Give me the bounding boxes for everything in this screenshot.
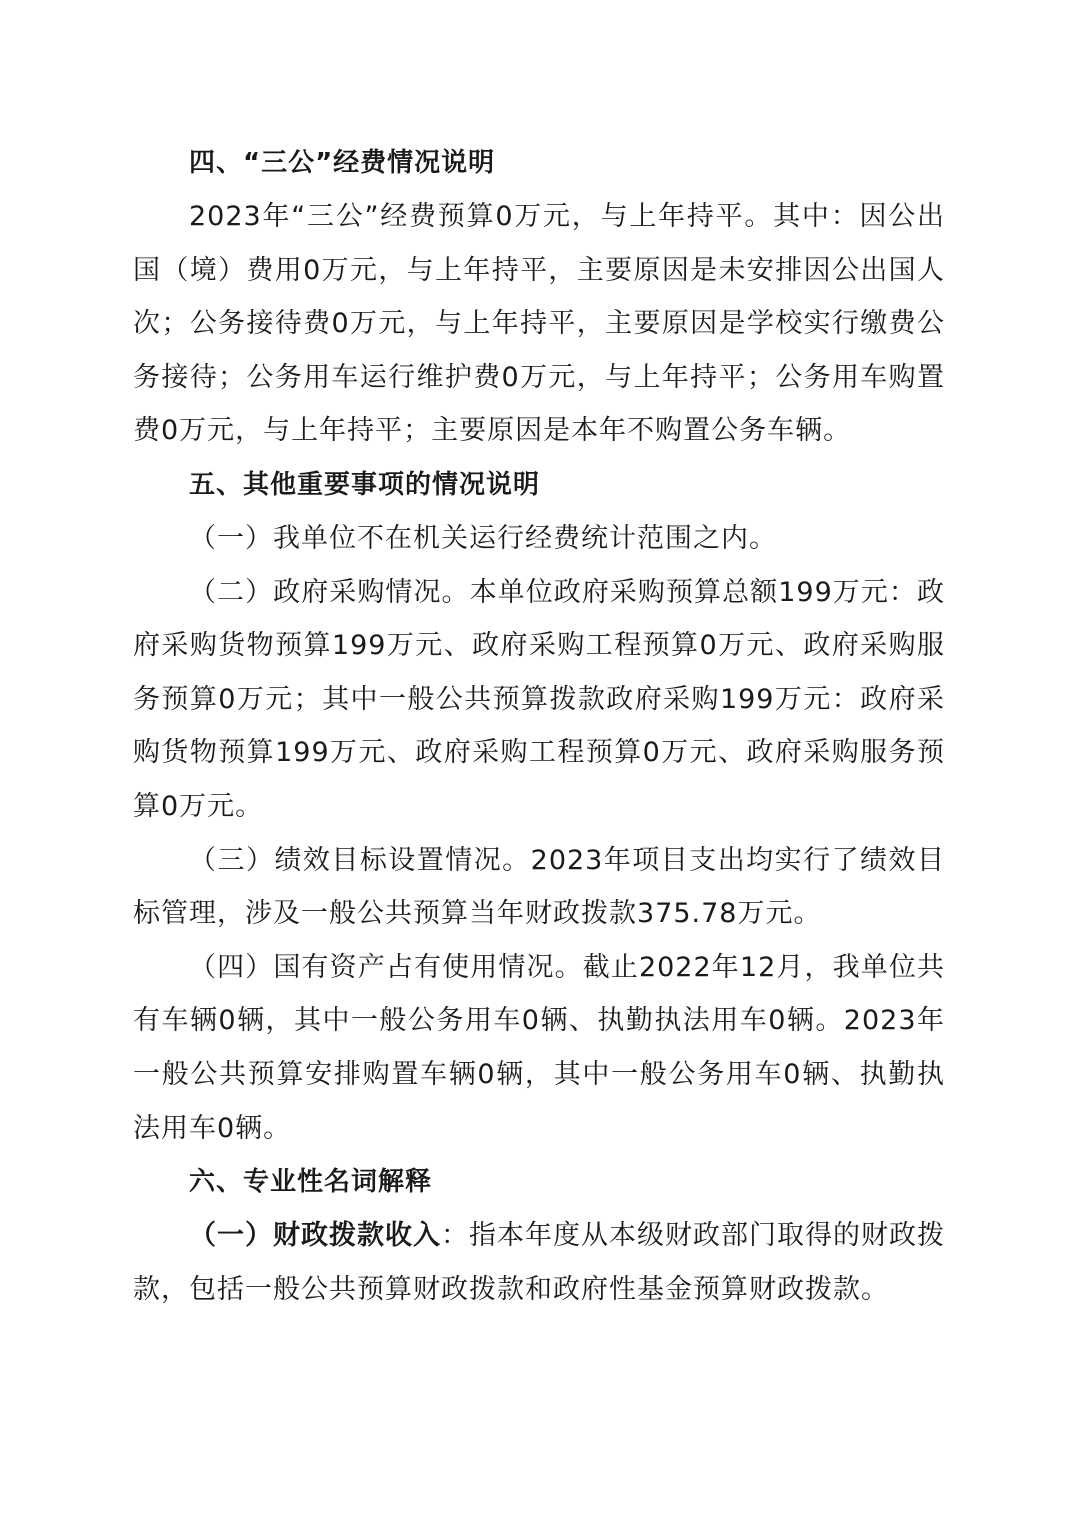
section-6-paragraph-1 (133, 1209, 945, 1316)
section-5-paragraph-1: （一）我单位不在机关运行经费统计范围之内。 (189, 522, 777, 554)
section-5-heading: 五、其他重要事项的情况说明 (189, 469, 541, 500)
page-content (133, 136, 945, 1316)
section-5-paragraph-3: （三）绩效目标设置情况。2023年项目支出均实行了绩效目标管理，涉及一般公共预算当年财政拨款375.78万元。 (133, 844, 945, 930)
section-5-paragraph-4: （四）国有资产占有使用情况。截止2022年12月，我单位共有车辆0辆，其中一般公务用车0辆、执勤执法用车0辆。2023年一般公共预算安排购置车辆0辆，其中一般公务用车0辆、执勤执法用车0辆。 (133, 951, 945, 1144)
term-fiscal-appropriation-income: （一）财政拨款收入 (189, 1220, 441, 1252)
section-4-paragraph-1: 2023年“三公”经费预算0万元，与上年持平。其中：因公出国（境）费用0万元，与上年持平，主要原因是未安排因公出国人次；公务接待费0万元，与上年持平，主要原因是学校实行缴费公务接待；公务用车运行维护费0万元，与上年持平；公务用车购置费0万元，与上年持平；主要原因是本年不购置公务车辆。 (133, 201, 945, 447)
term-definition-text: ：指本年度从本级财政部门取得的财政拨款，包括一般公共预算财政拨款和政府性基金预算财政拨款。 (133, 1220, 945, 1305)
section-5-paragraph-2: （二）政府采购情况。本单位政府采购预算总额199万元：政府采购货物预算199万元、政府采购工程预算0万元、政府采购服务预算0万元；其中一般公共预算拨款政府采购199万元：政府采购货物预算199万元、政府采购工程预算0万元、政府采购服务预算0万元。 (133, 576, 945, 822)
section-6-heading: 六、专业性名词解释 (189, 1167, 433, 1198)
section-4-heading: 四、“三公”经费情况说明 (189, 148, 496, 178)
